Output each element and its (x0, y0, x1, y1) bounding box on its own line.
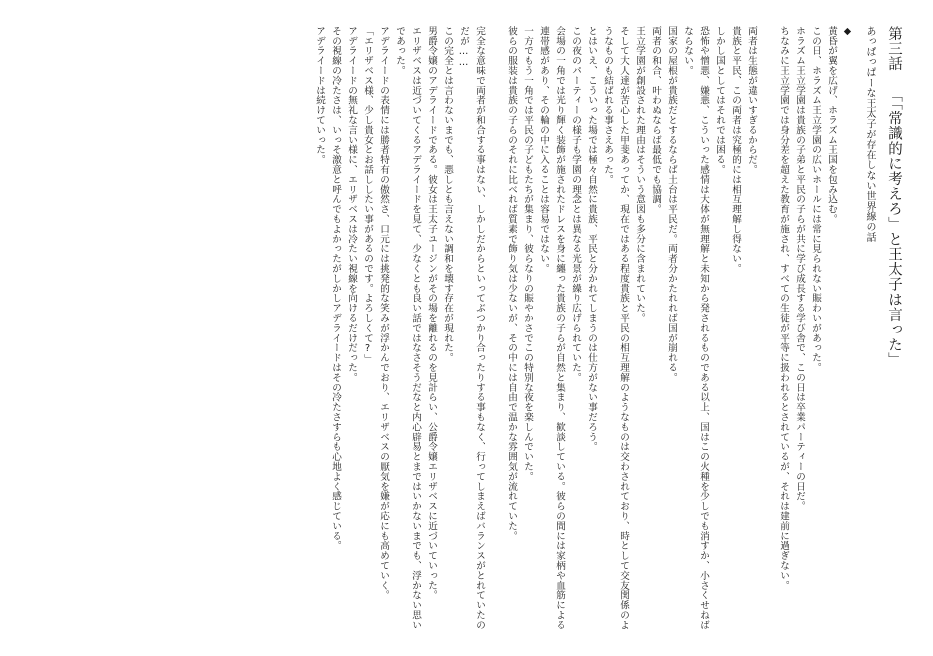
paragraph: 男爵令嬢のアデライードである。彼女は王太子ユージンがその場を離れるのを見計らい、公爵令嬢エリザベスに近づいていった。 (426, 26, 437, 601)
section-marker: ◆ (842, 26, 853, 38)
chapter-title: 第三話 「「常識的に考えろ」と王太子は言った」 (886, 26, 902, 368)
paragraph: この完全とは言わないまでも、悪しとも言えない調和を壊す存在が現れた。 (442, 26, 453, 363)
paragraph: ホラズム王立学園は貴族の子弟と平民の子らが共に学び成長する学び舎で、この日は卒業パーティーの日だ。 (794, 26, 805, 512)
paragraph: エリザベスは近づいてくるアデライードを見て、少なくとも良い話ではなさそうだなと内心辟易とまではいかないまでも、浮かない思いであった。 (394, 26, 421, 630)
paragraph: ちなみに王立学園では身分差を超えた教育が施され、すべての生徒が平等に扱われるとされているが、それは建前に過ぎない。 (778, 26, 789, 591)
paragraph: 王立学園が創設された理由はそういう意図も多分に含まれていた。 (634, 26, 645, 323)
paragraph: 会場の一角では光り輝く装飾が施されたドレスを身に纏った貴族の子らが自然と集まり、歓談している。彼らの間には家柄や血筋による連帯感があり、その輪の中に入ることは容易ではない。 (538, 26, 565, 630)
paragraph: しかし国としてはそれでは困る。 (714, 26, 725, 175)
paragraph: 恐怖や憎悪、嫌悪、こういった感情は大体が無理解と未知から発されるものである以上、国はこの火種を少しでも消すか、小さくせねばならない。 (682, 26, 709, 630)
paragraph: 彼らの服装は貴族の子らのそれに比べれば質素で飾り気は少ないが、その中には自由で温かな雰囲気が流れていた。 (506, 26, 517, 541)
vertical-text-page (25, 26, 905, 632)
paragraph: アデライードの無礼な言い様に、エリザベスは冷たい視線を向けるだけだった。 (346, 26, 357, 383)
paragraph: その視線の冷たさは、いっそ激意と呼んでもよかったがしかしアデライードはその冷たさすらも心地よく感じている。 (330, 26, 341, 551)
chapter-subtitle: あっぱっぱーな王太子が存在しない世界線の話 (864, 26, 875, 243)
paragraph: そして大人達が苦心した甲斐あってか、現在ではある程度貴族と平民の相互理解のようなものは交わされており、時として交友関係のようなものも結ばれる事さえあった。 (602, 26, 629, 630)
paragraph: 一方でもう一角では平民の子どもたちが集まり、彼らなりの賑やかさでこの特別な夜を楽しんでいた。 (522, 26, 533, 482)
paragraph: 両者は生態が違いすぎるからだ。 (746, 26, 757, 175)
paragraph: 「エリザベス様、少し貴女とお話ししたい事があるのです。よろしくて?」 (362, 26, 373, 364)
paragraph: この日、ホラズム王立学園の広いホールには常に見られない賑わいがあった。 (810, 26, 821, 373)
paragraph: この夜のパーティーの様子も学園の理念とは異なる光景が繰り広げられていた。 (570, 26, 581, 383)
paragraph: 完全な意味で両者が和合する事はない、しかしだからといってぶつかり合ったりする事もなく、行ってしまえばバランスがとれていたのだが…… (458, 26, 485, 630)
paragraph: アデライードは続けていった。 (314, 26, 325, 165)
paragraph: アデライードの表情には勝者特有の傲然さ、口元には挑発的な笑みが浮かんでおり、エリザベスの厭気を嫌が応にも高めていく。 (378, 26, 389, 601)
paragraph: 貴族と平民、この両者は究極的には相互理解し得ない。 (730, 26, 741, 274)
paragraph: 両者の和合、叶わぬならば最低でも協調。 (650, 26, 661, 215)
paragraph: 国家の屋根が貴族だとするならば土台は平民だ。両者分かたれれば国が崩れる。 (666, 26, 677, 383)
paragraph: とはいえ、こういった場では極々自然に貴族、平民と分かれてしまうのは仕方がない事だろう。 (586, 26, 597, 452)
paragraph: 黄昏が翼を広げ、ホラズム王国を包み込む。 (826, 26, 837, 224)
